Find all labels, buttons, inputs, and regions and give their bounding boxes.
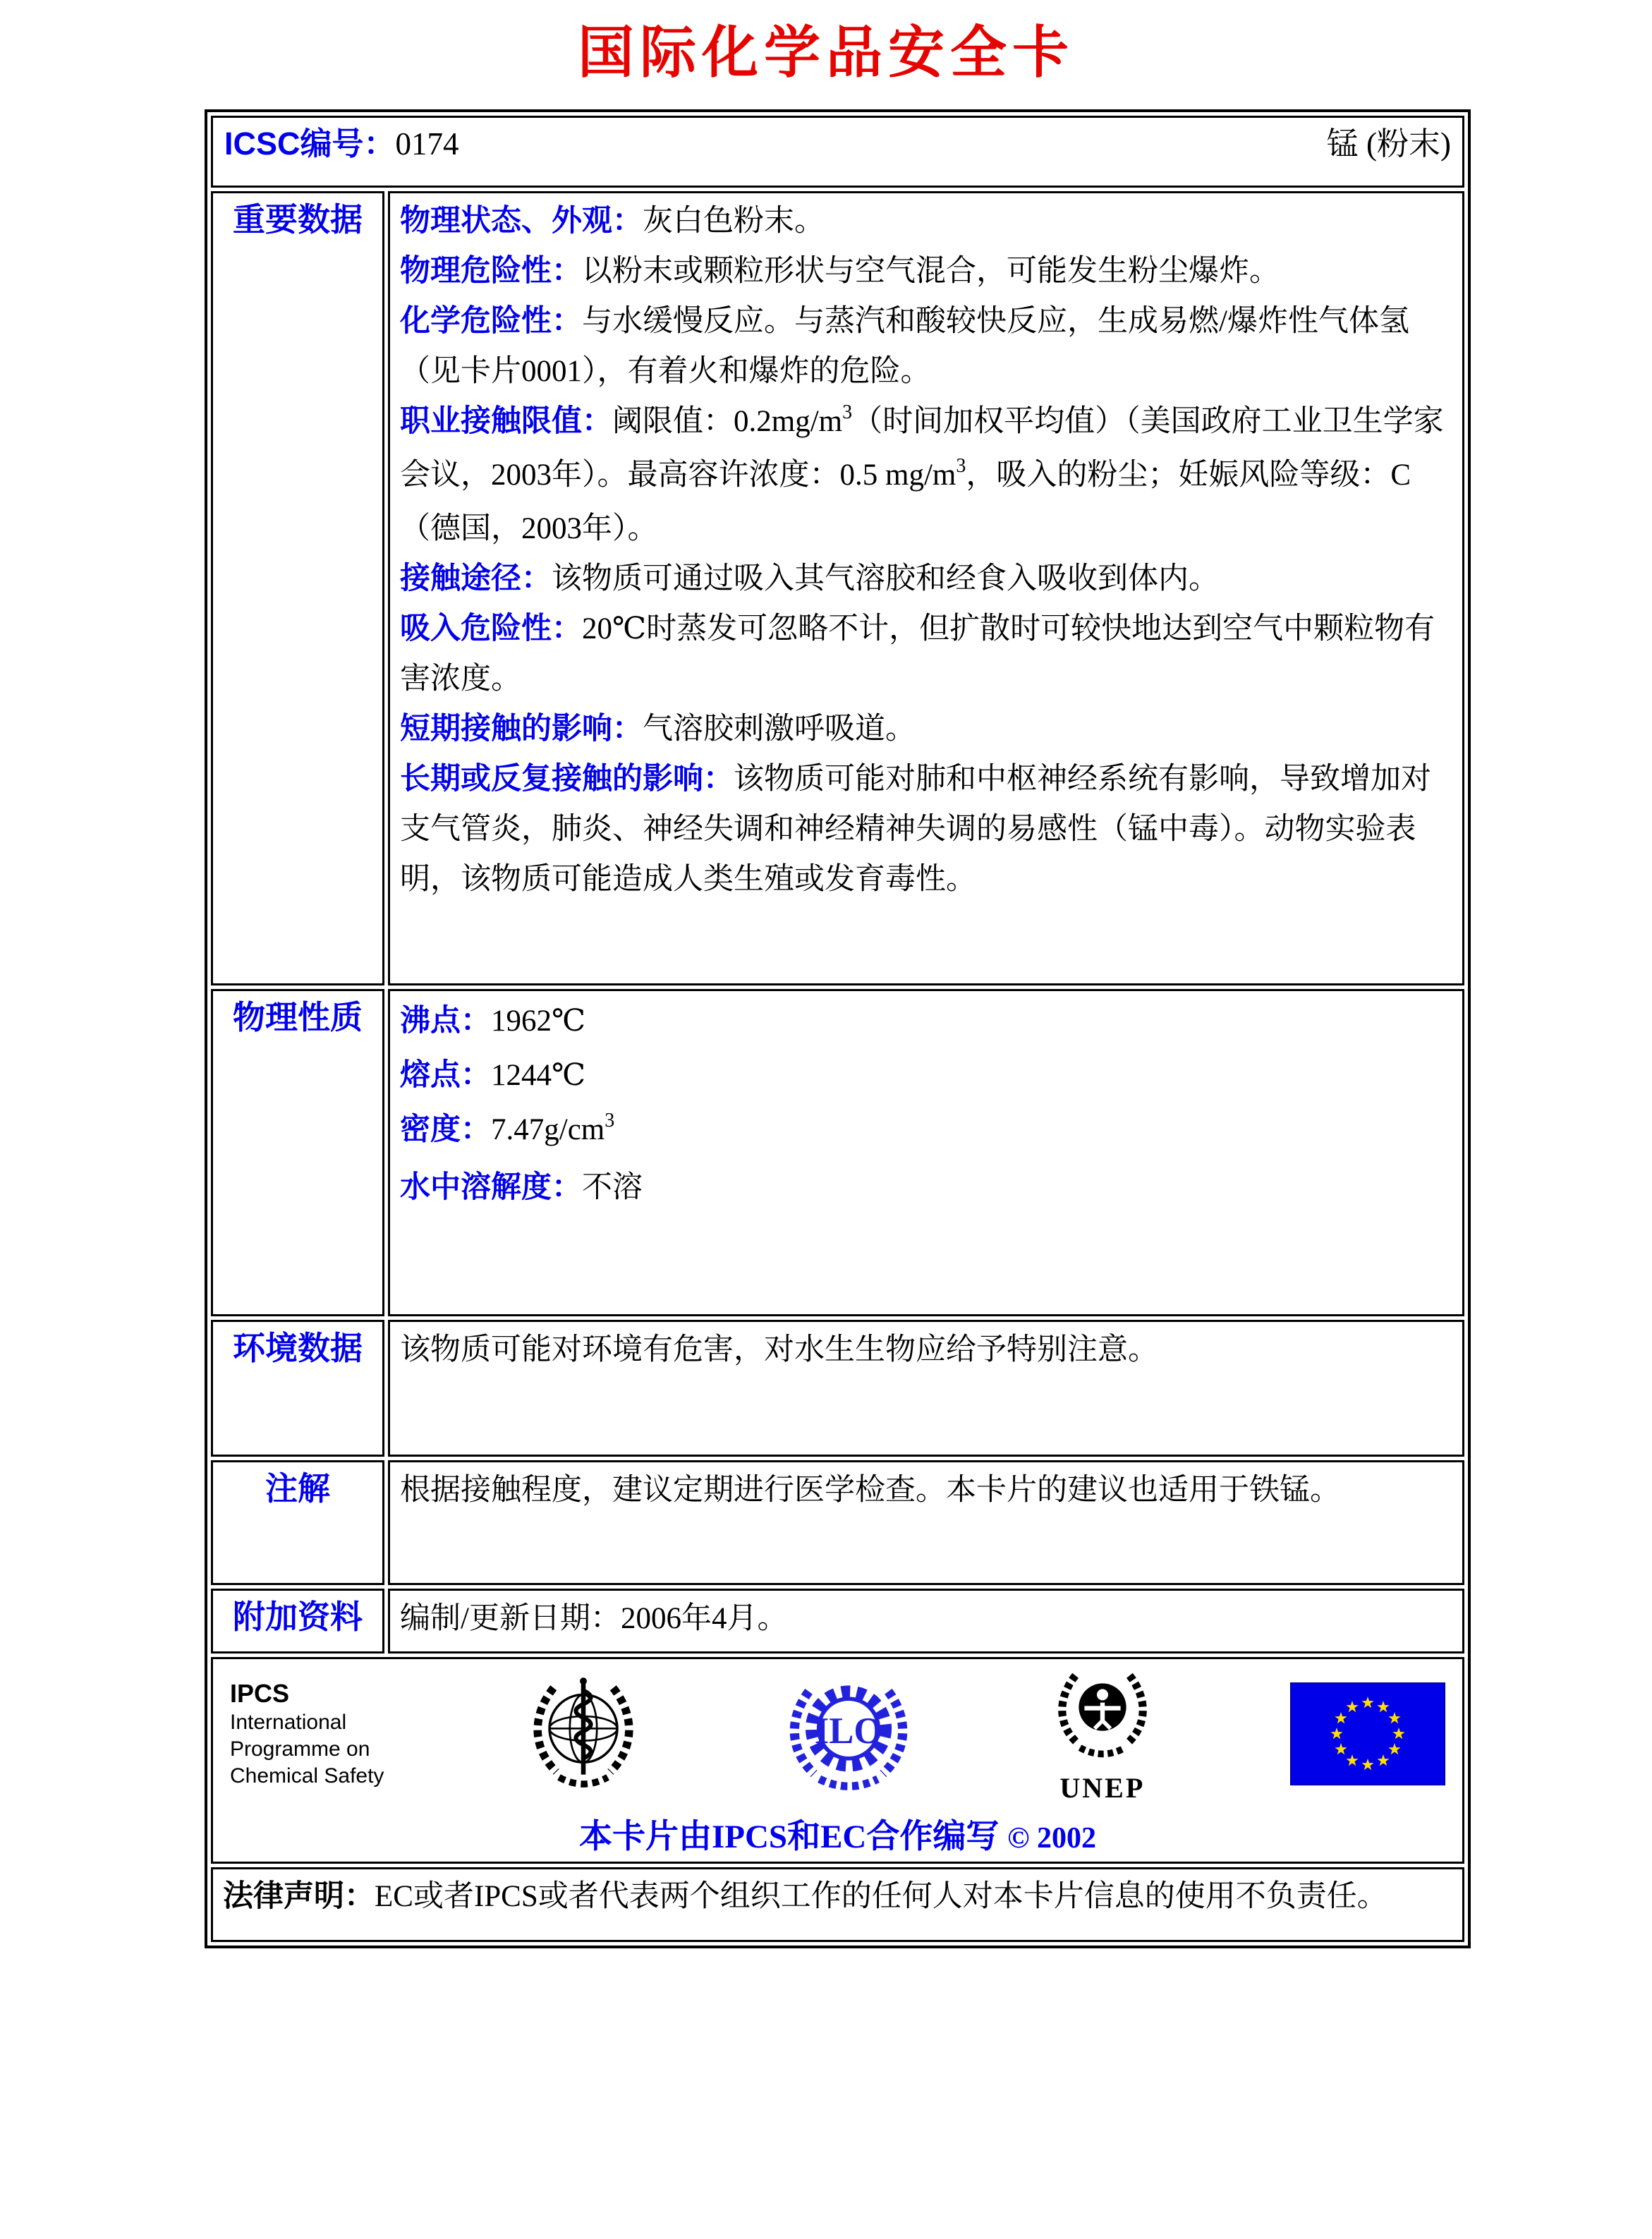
field-density bbox=[400, 1103, 1452, 1160]
field-long-term-effects bbox=[400, 754, 1452, 904]
field-label: 沸点： bbox=[400, 1004, 491, 1038]
environment-text: 该物质可能对环境有危害，对水生生物应给予特别注意。 bbox=[400, 1333, 1158, 1366]
notes-row bbox=[211, 1460, 1464, 1585]
who-logo-icon bbox=[516, 1666, 651, 1802]
additional-info-row bbox=[211, 1589, 1464, 1654]
field-chemical-danger bbox=[400, 296, 1452, 396]
field-label: 物理危险性： bbox=[400, 254, 582, 288]
field-text: 1962℃ bbox=[491, 1005, 586, 1038]
field-text: 气溶胶刺激呼吸道。 bbox=[643, 712, 916, 746]
field-boiling-point bbox=[400, 994, 1452, 1048]
additional-info-content bbox=[388, 1589, 1464, 1654]
field-text: 阈限值：0.2mg/m bbox=[612, 405, 843, 438]
field-label: 水中溶解度： bbox=[400, 1170, 582, 1204]
ipcs-line: Chemical Safety bbox=[230, 1764, 384, 1788]
icsc-number-label: ICSC编号： bbox=[224, 126, 396, 162]
field-label: 短期接触的影响： bbox=[400, 712, 643, 746]
field-melting-point bbox=[400, 1048, 1452, 1103]
additional-info-text: 编制/更新日期：2006年4月。 bbox=[400, 1602, 788, 1635]
icsc-card-table bbox=[205, 109, 1471, 1948]
field-physical-danger bbox=[400, 246, 1452, 296]
physical-properties-row bbox=[211, 989, 1464, 1316]
header-row bbox=[211, 116, 1464, 188]
field-text: （时间加权平均值）（美国政府工业卫生学家会议，2003年）。最高容许浓度：0.5 mg/m bbox=[400, 405, 1444, 492]
header-cell bbox=[211, 116, 1464, 188]
ipcs-line: International bbox=[230, 1711, 347, 1734]
copyright-text: © 2002 bbox=[1007, 1822, 1096, 1855]
field-water-solubility bbox=[400, 1160, 1452, 1215]
field-label: 接触途径： bbox=[400, 562, 552, 595]
field-label: 职业接触限值： bbox=[400, 404, 612, 438]
physical-properties-content bbox=[388, 989, 1464, 1316]
notes-text: 根据接触程度，建议定期进行医学检查。本卡片的建议也适用于铁锰。 bbox=[400, 1474, 1340, 1507]
ilo-logo-icon bbox=[782, 1668, 915, 1800]
cooperation-caption-text: 本卡片由IPCS和EC合作编写 bbox=[578, 1819, 1000, 1855]
field-text: 灰白色粉末。 bbox=[643, 205, 825, 238]
environment-row-label: 环境数据 bbox=[211, 1320, 384, 1457]
ilo-letters: ILO bbox=[814, 1711, 882, 1752]
ipcs-text-block bbox=[230, 1678, 384, 1790]
logos-row bbox=[211, 1657, 1464, 1864]
legal-row bbox=[211, 1867, 1464, 1942]
field-physical-state bbox=[400, 196, 1452, 246]
field-exposure-routes bbox=[400, 554, 1452, 604]
superscript: 3 bbox=[956, 455, 966, 477]
field-label: 吸入危险性： bbox=[400, 612, 582, 645]
important-data-row bbox=[211, 191, 1464, 985]
superscript: 3 bbox=[842, 401, 853, 423]
ipcs-line: Programme on bbox=[230, 1737, 370, 1761]
unep-letters: UNEP bbox=[1059, 1771, 1146, 1804]
field-label: 物理状态、外观： bbox=[400, 204, 643, 238]
environment-content bbox=[388, 1320, 1464, 1457]
substance-name: 锰 (粉末) bbox=[1326, 126, 1451, 162]
environment-row bbox=[211, 1320, 1464, 1457]
field-text: 20℃时蒸发可忽略不计，但扩散时可较快地达到空气中颗粒物有害浓度。 bbox=[400, 612, 1435, 696]
eu-flag-icon bbox=[1290, 1682, 1445, 1785]
physical-properties-row-label: 物理性质 bbox=[211, 989, 384, 1316]
field-occupational-limits bbox=[400, 396, 1452, 554]
field-text: 该物质可能对肺和中枢神经系统有影响，导致增加对支气管炎，肺炎、神经失调和神经精神失调的易感性（锰中毒）。动物实验表明，该物质可能造成人类生殖或发育毒性。 bbox=[400, 763, 1431, 896]
field-text: 不溶 bbox=[582, 1171, 643, 1204]
superscript: 3 bbox=[605, 1110, 615, 1131]
legal-text: EC或者IPCS或者代表两个组织工作的任何人对本卡片信息的使用不负责任。 bbox=[375, 1880, 1387, 1913]
field-label: 熔点： bbox=[400, 1058, 491, 1092]
additional-info-row-label: 附加资料 bbox=[211, 1589, 384, 1654]
important-data-content bbox=[388, 191, 1464, 985]
field-text: ，吸入的粉尘；妊娠风险等级：C（德国，2003年）。 bbox=[400, 459, 1411, 545]
field-text: 与水缓慢反应。与蒸汽和酸较快反应，生成易燃/爆炸性气体氢（见卡片0001），有着火和爆炸的危险。 bbox=[400, 305, 1409, 388]
field-label: 化学危险性： bbox=[400, 304, 582, 338]
field-short-term-effects bbox=[400, 704, 1452, 754]
field-text: 1244℃ bbox=[491, 1059, 586, 1092]
field-text: 以粉末或颗粒形状与空气混合，可能发生粉尘爆炸。 bbox=[582, 255, 1280, 288]
notes-row-label: 注解 bbox=[211, 1460, 384, 1585]
field-inhalation-risk bbox=[400, 604, 1452, 704]
field-text: 7.47g/cm bbox=[491, 1113, 605, 1146]
ipcs-acronym: IPCS bbox=[230, 1679, 290, 1708]
notes-content bbox=[388, 1460, 1464, 1585]
unep-logo-icon bbox=[1046, 1666, 1159, 1771]
logos-cell bbox=[211, 1657, 1464, 1864]
legal-cell bbox=[211, 1867, 1464, 1942]
important-data-row-label: 重要数据 bbox=[211, 191, 384, 985]
icsc-number-value: 0174 bbox=[395, 126, 459, 162]
field-label: 长期或反复接触的影响： bbox=[400, 762, 734, 796]
page-title: 国际化学品安全卡 bbox=[578, 19, 1074, 85]
icsc-number-group bbox=[224, 118, 459, 164]
field-label: 密度： bbox=[400, 1112, 491, 1146]
unep-logo-block bbox=[1046, 1666, 1159, 1802]
field-text: 该物质可通过吸入其气溶胶和经食入吸收到体内。 bbox=[552, 562, 1219, 595]
cooperation-caption bbox=[230, 1810, 1445, 1857]
legal-label: 法律声明： bbox=[223, 1879, 375, 1913]
